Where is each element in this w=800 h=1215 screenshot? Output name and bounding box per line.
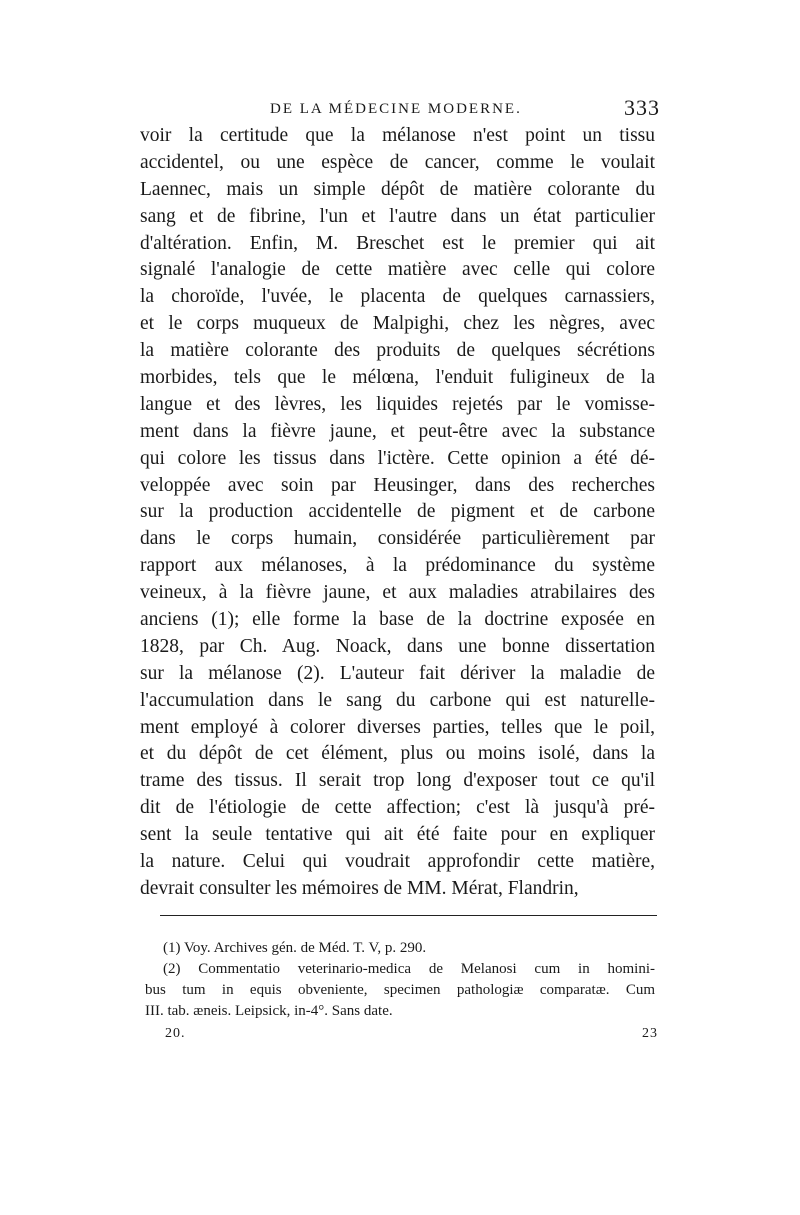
body-line: veloppée avec soin par Heusinger, dans des recherches [140,474,655,496]
footnote-1: (1) Voy. Archives gén. de Méd. T. V, p. 290. [163,940,427,956]
body-line: 1828, par Ch. Aug. Noack, dans une bonne dissertation [140,635,655,657]
footnote-2-line-2: bus tum in equis obveniente, specimen pathologiæ comparatæ. Cum [145,982,655,998]
body-line: et du dépôt de cet élément, plus ou moins isolé, dans la [140,743,655,765]
body-line: Laennec, mais un simple dépôt de matière colorante du [140,178,655,200]
body-line: la matière colorante des produits de quelques sécrétions [140,340,655,362]
signature-mark-right: 23 [642,1026,658,1041]
body-line: l'accumulation dans le sang du carbone qui est naturelle- [140,689,655,711]
body-line: accidentel, ou une espèce de cancer, comme le voulait [140,151,655,173]
running-title: DE LA MÉDECINE MODERNE. [270,101,522,117]
body-line: trame des tissus. Il serait trop long d'exposer tout ce qu'il [140,770,655,792]
body-line: la nature. Celui qui voudrait approfondir cette matière, [140,851,655,873]
body-line: d'altération. Enfin, M. Breschet est le premier qui ait [140,232,655,254]
body-line: sur la production accidentelle de pigment et de carbone [140,501,655,523]
page-number: 333 [624,95,660,120]
body-line: voir la certitude que la mélanose n'est point un tissu [140,125,655,146]
footnote-divider [160,915,657,916]
signature-mark-left: 20. [165,1026,186,1041]
body-line: ment employé à colorer diverses parties, telles que le poil, [140,716,655,738]
body-line: signalé l'analogie de cette matière avec celle qui colore [140,259,655,281]
footnotes [145,938,655,1022]
body-line: anciens (1); elle forme la base de la doctrine exposée en [140,609,655,631]
running-head [140,95,660,125]
body-line: dit de l'étiologie de cette affection; c'est là jusqu'à pré- [140,797,655,819]
footnote-2-line-1: (2) Commentatio veterinario-medica de Melanosi cum in homini- [163,961,655,977]
body-line: sur la mélanose (2). L'auteur fait dériver la maladie de [140,662,655,684]
body-line: devrait consulter les mémoires de MM. Mérat, Flandrin, [140,877,579,899]
footnote-2-line-3: III. tab. æneis. Leipsick, in-4°. Sans date. [145,1003,393,1019]
signature-row [165,1026,660,1046]
body-line: sent la seule tentative qui ait été faite pour en expliquer [140,824,655,846]
body-line: veineux, à la fièvre jaune, et aux maladies atrabilaires des [140,582,655,604]
body-text [140,123,655,903]
body-line: sang et de fibrine, l'un et l'autre dans un état particulier [140,205,655,227]
body-line: la choroïde, l'uvée, le placenta de quelques carnassiers, [140,286,655,308]
body-line: qui colore les tissus dans l'ictère. Cette opinion a été dé- [140,447,655,469]
body-line: ment dans la fièvre jaune, et peut-être avec la substance [140,420,655,442]
body-line: morbides, tels que le mélœna, l'enduit fuligineux de la [140,367,655,389]
body-line: rapport aux mélanoses, à la prédominance du système [140,555,655,577]
body-line: langue et des lèvres, les liquides rejetés par le vomisse- [140,393,655,415]
body-line: dans le corps humain, considérée particulièrement par [140,528,655,550]
body-line: et le corps muqueux de Malpighi, chez les nègres, avec [140,313,655,335]
